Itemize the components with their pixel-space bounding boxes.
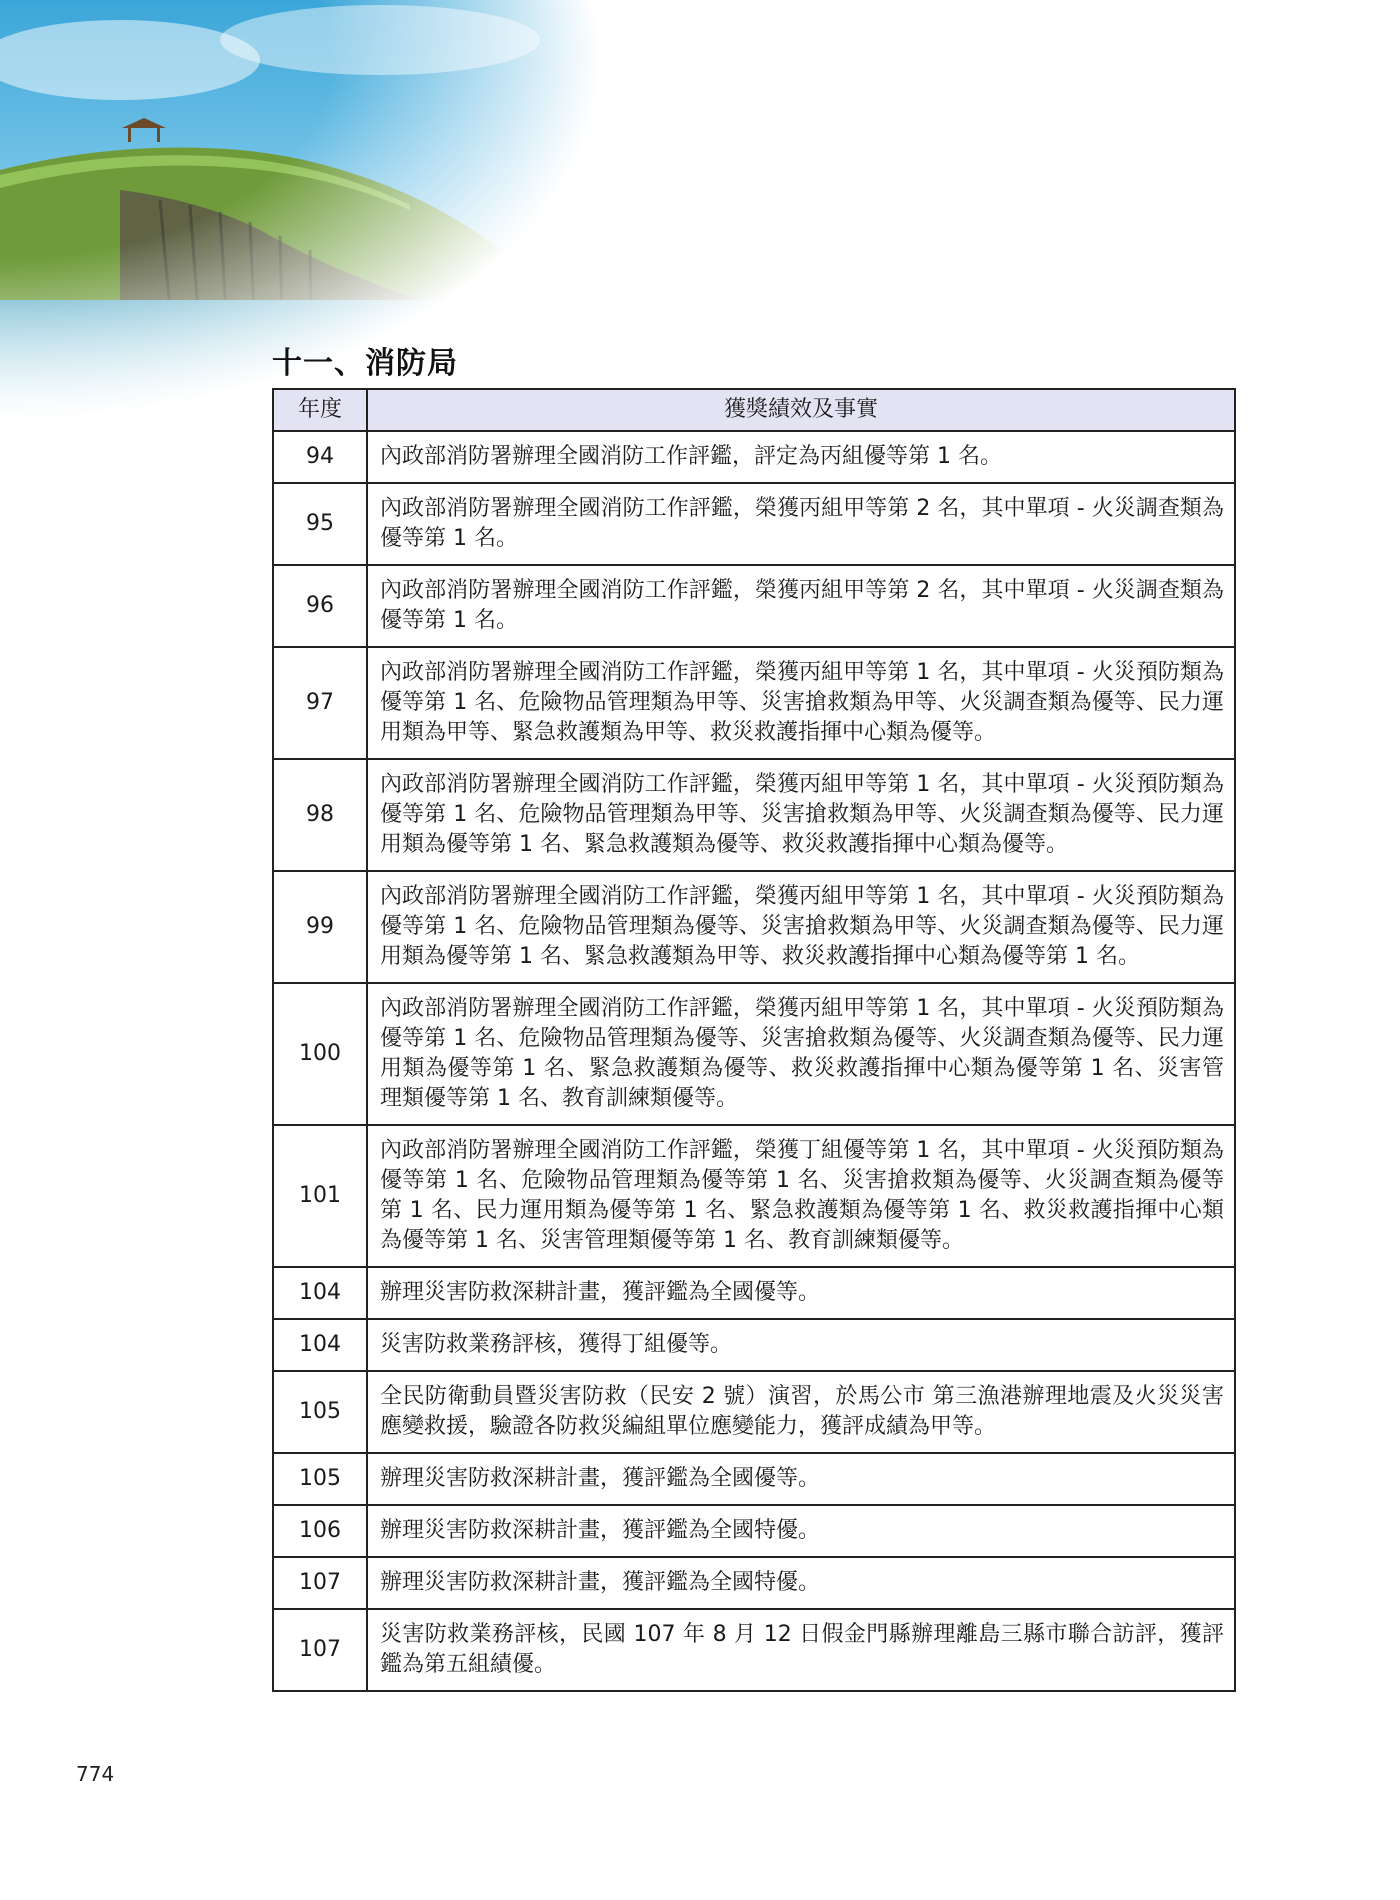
year-cell: 96 <box>273 565 367 647</box>
year-cell: 107 <box>273 1609 367 1691</box>
achievement-cell: 全民防衛動員暨災害防救（民安 2 號）演習，於馬公市 第三漁港辦理地震及火災災害應變救援，驗證各防救災編組單位應變能力，獲評成績為甲等。 <box>367 1371 1235 1453</box>
table-row <box>273 1609 1235 1691</box>
table-header-row <box>273 389 1235 431</box>
awards-table <box>272 388 1236 1692</box>
table-row <box>273 759 1235 871</box>
achievement-cell: 內政部消防署辦理全國消防工作評鑑，評定為丙組優等第 1 名。 <box>367 431 1235 483</box>
page-number: 774 <box>76 1762 115 1786</box>
achievement-cell: 辦理災害防救深耕計畫，獲評鑑為全國優等。 <box>367 1267 1235 1319</box>
table-row <box>273 1371 1235 1453</box>
achievement-cell: 災害防救業務評核，民國 107 年 8 月 12 日假金門縣辦理離島三縣市聯合訪評，獲評鑑為第五組績優。 <box>367 1609 1235 1691</box>
year-cell: 107 <box>273 1557 367 1609</box>
year-cell: 105 <box>273 1453 367 1505</box>
year-cell: 106 <box>273 1505 367 1557</box>
achievement-cell: 辦理災害防救深耕計畫，獲評鑑為全國特優。 <box>367 1557 1235 1609</box>
achievement-cell: 內政部消防署辦理全國消防工作評鑑，榮獲丙組甲等第 2 名，其中單項 - 火災調查類為優等第 1 名。 <box>367 565 1235 647</box>
year-cell: 99 <box>273 871 367 983</box>
table-body <box>273 431 1235 1691</box>
header-year: 年度 <box>273 389 367 431</box>
table-row <box>273 1319 1235 1371</box>
table-row <box>273 565 1235 647</box>
achievement-cell: 內政部消防署辦理全國消防工作評鑑，榮獲丙組甲等第 1 名，其中單項 - 火災預防類為優等第 1 名、危險物品管理類為優等、災害搶救類為甲等、火災調查類為優等、民力運用類為優等第 1 名、緊急救護類為甲等、救災救護指揮中心類為優等第 1 名。 <box>367 871 1235 983</box>
table-row <box>273 1557 1235 1609</box>
achievement-cell: 內政部消防署辦理全國消防工作評鑑，榮獲丙組甲等第 1 名，其中單項 - 火災預防類為優等第 1 名、危險物品管理類為甲等、災害搶救類為甲等、火災調查類為優等、民力運用類為甲等、緊急救護類為甲等、救災救護指揮中心類為優等。 <box>367 647 1235 759</box>
table-row <box>273 431 1235 483</box>
year-cell: 97 <box>273 647 367 759</box>
achievement-cell: 辦理災害防救深耕計畫，獲評鑑為全國優等。 <box>367 1453 1235 1505</box>
year-cell: 98 <box>273 759 367 871</box>
table-row <box>273 1267 1235 1319</box>
table-row <box>273 1505 1235 1557</box>
achievement-cell: 災害防救業務評核，獲得丁組優等。 <box>367 1319 1235 1371</box>
table-row <box>273 983 1235 1125</box>
achievement-cell: 內政部消防署辦理全國消防工作評鑑，榮獲丁組優等第 1 名，其中單項 - 火災預防類為優等第 1 名、危險物品管理類為優等第 1 名、災害搶救類為優等、火災調查類為優等第 1 名、民力運用類為優等第 1 名、緊急救護類為優等第 1 名、救災救護指揮中心類為優等第 1 名、災害管理類優等第 1 名、教育訓練類優等。 <box>367 1125 1235 1267</box>
year-cell: 105 <box>273 1371 367 1453</box>
year-cell: 94 <box>273 431 367 483</box>
year-cell: 100 <box>273 983 367 1125</box>
table-row <box>273 1125 1235 1267</box>
section-title: 十一、消防局 <box>272 346 458 381</box>
table-row <box>273 647 1235 759</box>
achievement-cell: 內政部消防署辦理全國消防工作評鑑，榮獲丙組甲等第 1 名，其中單項 - 火災預防類為優等第 1 名、危險物品管理類為優等、災害搶救類為優等、火災調查類為優等、民力運用類為優等第 1 名、緊急救護類為優等、救災救護指揮中心類為優等第 1 名、災害管理類優等第 1 名、教育訓練類優等。 <box>367 983 1235 1125</box>
year-cell: 101 <box>273 1125 367 1267</box>
year-cell: 104 <box>273 1319 367 1371</box>
table-row <box>273 1453 1235 1505</box>
achievement-cell: 辦理災害防救深耕計畫，獲評鑑為全國特優。 <box>367 1505 1235 1557</box>
table-row <box>273 871 1235 983</box>
year-cell: 104 <box>273 1267 367 1319</box>
table-row <box>273 483 1235 565</box>
achievement-cell: 內政部消防署辦理全國消防工作評鑑，榮獲丙組甲等第 2 名，其中單項 - 火災調查類為優等第 1 名。 <box>367 483 1235 565</box>
header-achievement: 獲獎績效及事實 <box>367 389 1235 431</box>
year-cell: 95 <box>273 483 367 565</box>
achievement-cell: 內政部消防署辦理全國消防工作評鑑，榮獲丙組甲等第 1 名，其中單項 - 火災預防類為優等第 1 名、危險物品管理類為甲等、災害搶救類為甲等、火災調查類為優等、民力運用類為優等第 1 名、緊急救護類為優等、救災救護指揮中心類為優等。 <box>367 759 1235 871</box>
